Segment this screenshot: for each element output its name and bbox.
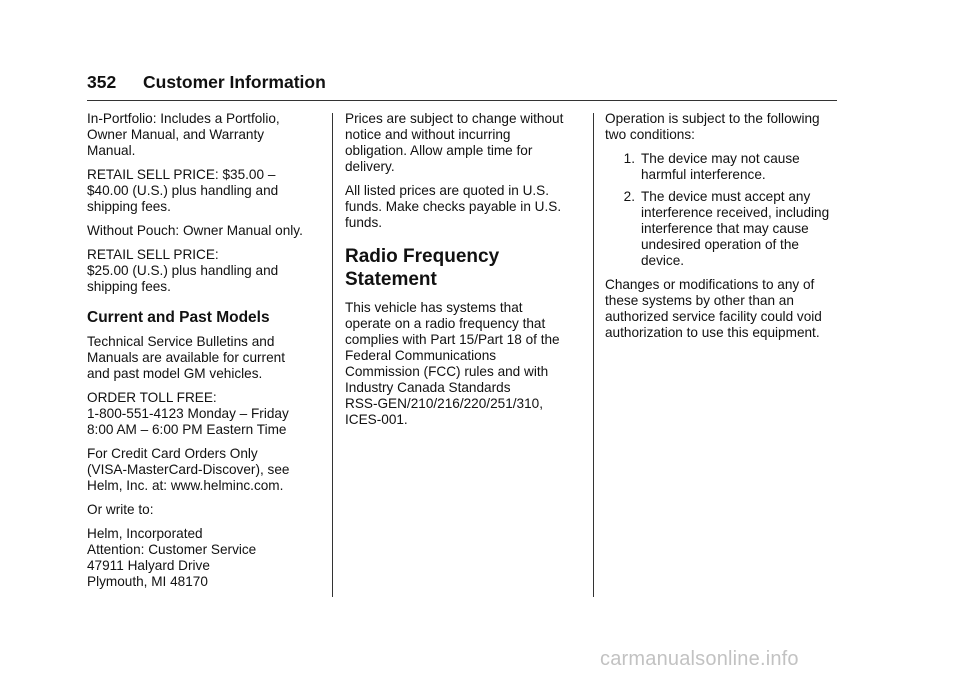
- portfolio-paragraph: In-Portfolio: Includes a Portfolio, Owner Manual, and Warranty Manual.: [87, 111, 280, 158]
- funds-paragraph: All listed prices are quoted in U.S. funds. Make checks payable in U.S. funds.: [345, 183, 562, 230]
- column-left: [87, 111, 322, 598]
- retail-price-paragraph: RETAIL SELL PRICE: $35.00 – $40.00 (U.S.) plus handling and shipping fees.: [87, 167, 279, 214]
- watermark: carmanualsonline.info: [600, 648, 799, 670]
- list-text: The device may not cause harmful interference.: [641, 151, 800, 182]
- toll-free-paragraph: ORDER TOLL FREE: 1-800-551-4123 Monday – Friday 8:00 AM – 6:00 PM Eastern Time: [87, 390, 289, 437]
- radio-frequency-paragraph: This vehicle has systems that operate on a radio frequency that complies with Part 15/Part 18 of the Federal Communications Commission (FCC) rules and with Industry Canada Standards RSS-GEN/210/216/220/251/310, ICES-001.: [345, 300, 560, 427]
- without-pouch-paragraph: Without Pouch: Owner Manual only.: [87, 223, 303, 238]
- page-header: [87, 70, 837, 101]
- write-to-paragraph: Or write to:: [87, 502, 154, 517]
- list-number: 1.: [623, 151, 635, 166]
- radio-frequency-heading: Radio Frequency Statement: [345, 246, 500, 290]
- list-text: The device must accept any interference received, including interference that may cause undesired operation of the device.: [641, 189, 830, 268]
- list-item: [605, 189, 845, 269]
- conditions-list: [605, 151, 845, 269]
- conditions-paragraph: Operation is subject to the following two conditions:: [605, 111, 820, 142]
- section-title: Customer Information: [143, 72, 326, 92]
- prices-paragraph: Prices are subject to change without notice and without incurring obligation. Allow ample time for delivery.: [345, 111, 564, 174]
- list-item: [605, 151, 845, 183]
- column-right: [605, 111, 845, 349]
- address-paragraph: Helm, Incorporated Attention: Customer Service 47911 Halyard Drive Plymouth, MI 48170: [87, 526, 257, 589]
- retail-price-2-paragraph: RETAIL SELL PRICE: $25.00 (U.S.) plus handling and shipping fees.: [87, 247, 279, 294]
- list-number: 2.: [623, 189, 635, 204]
- column-middle: [345, 111, 581, 436]
- column-divider-2: [593, 113, 594, 597]
- bulletins-paragraph: Technical Service Bulletins and Manuals are available for current and past model GM vehicles.: [87, 334, 285, 381]
- page-number: 352: [87, 72, 117, 92]
- current-past-models-heading: Current and Past Models: [87, 309, 270, 326]
- column-divider-1: [332, 113, 333, 597]
- modifications-paragraph: Changes or modifications to any of these systems by other than an authorized service facility could void authorization to use this equipment.: [605, 277, 822, 340]
- credit-card-paragraph: For Credit Card Orders Only (VISA-MasterCard-Discover), see Helm, Inc. at: www.helminc.com.: [87, 446, 290, 493]
